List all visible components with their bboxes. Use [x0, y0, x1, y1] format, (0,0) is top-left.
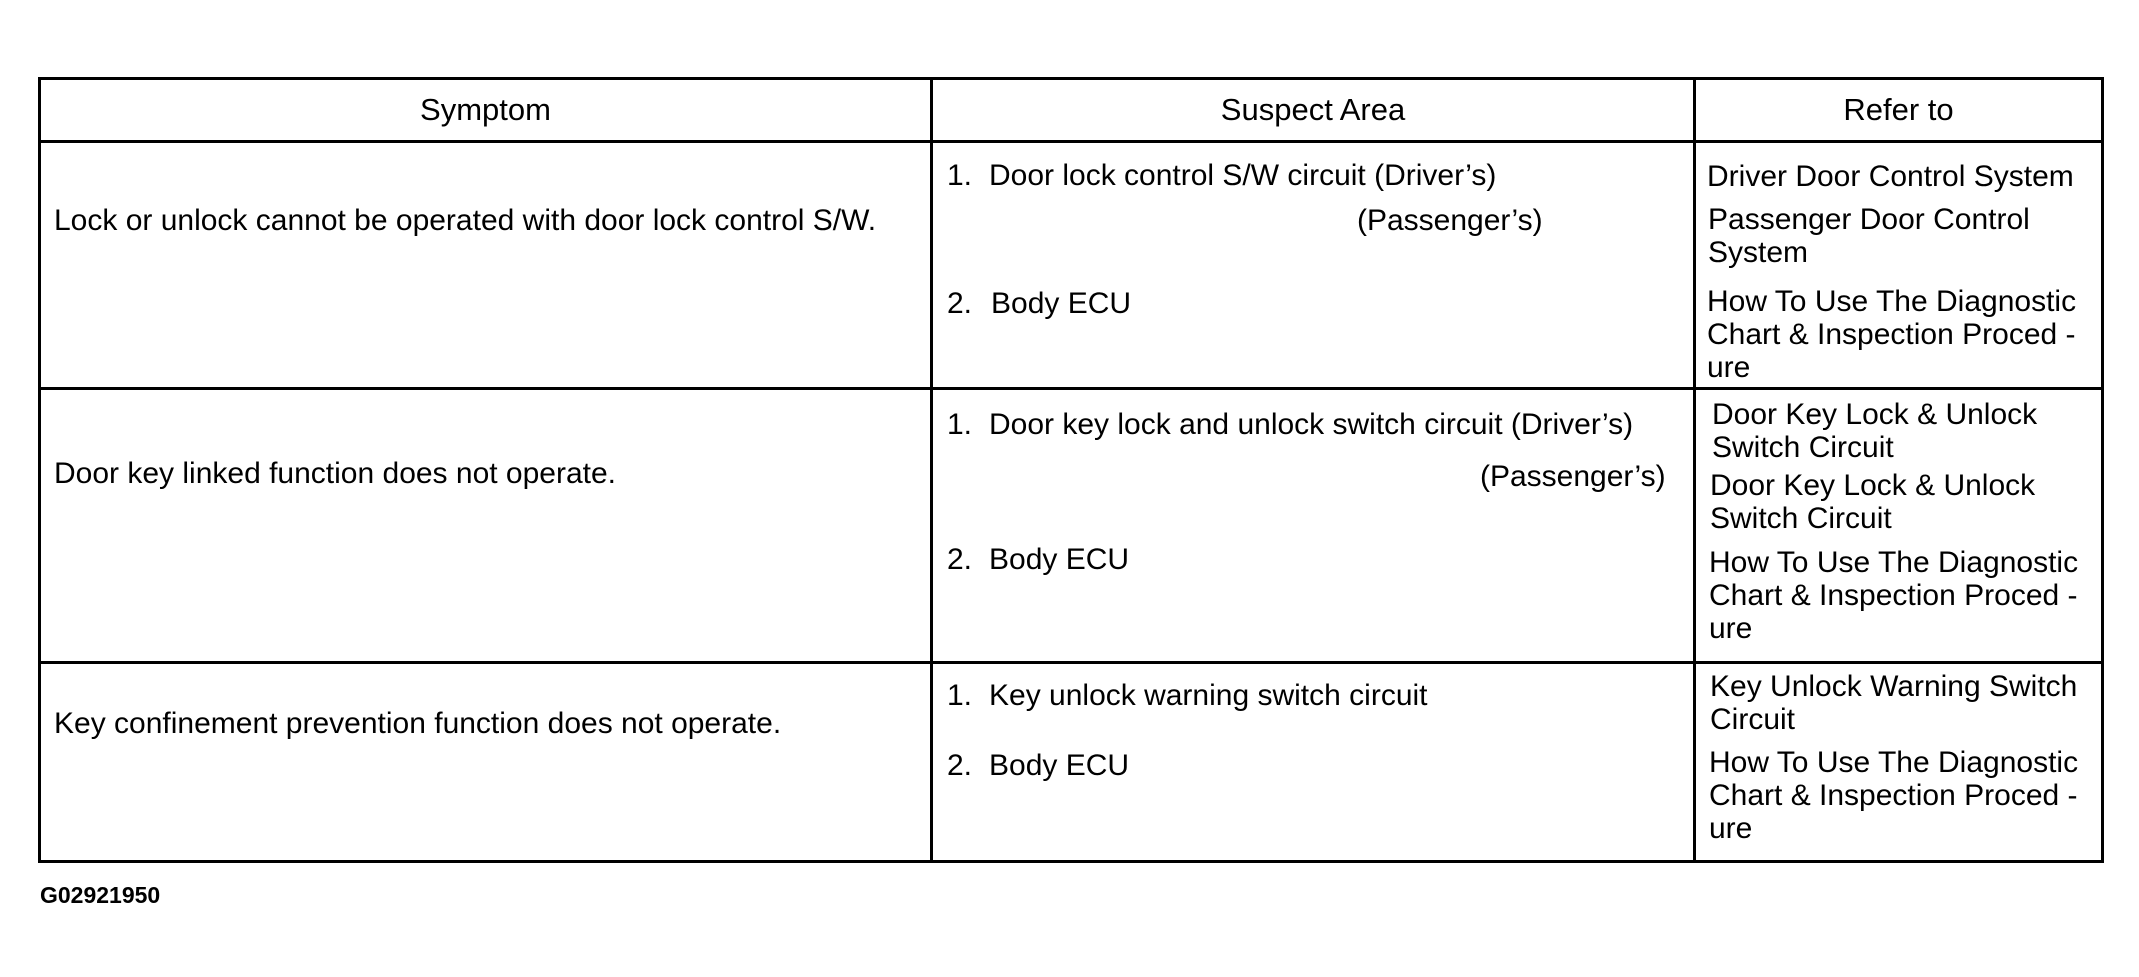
suspect-number: 1.: [947, 679, 973, 712]
refer-to-item: How To Use The Diagnostic Chart & Inspection Proced - ure: [1707, 285, 2077, 384]
refer-to-item: Key Unlock Warning Switch Circuit: [1710, 670, 2078, 736]
symptom-cell: Lock or unlock cannot be operated with door lock control S/W.: [54, 204, 877, 237]
row-divider: [41, 387, 2101, 390]
row-divider: [41, 661, 2101, 664]
suspect-number: 1.: [947, 159, 973, 192]
refer-to-item: Passenger Door Control System: [1708, 203, 2030, 269]
diagnostic-table: [38, 77, 2104, 863]
suspect-item: Body ECU: [989, 749, 1130, 782]
row-divider: [41, 140, 2101, 143]
refer-to-item: How To Use The Diagnostic Chart & Inspection Proced - ure: [1709, 546, 2079, 645]
header-suspect-area: Suspect Area: [1220, 92, 1406, 127]
column-divider: [1693, 80, 1696, 860]
suspect-item: Door key lock and unlock switch circuit (Driver’s): [989, 408, 1634, 441]
refer-to-item: Door Key Lock & Unlock Switch Circuit: [1710, 469, 2036, 535]
suspect-item: (Passenger’s): [1357, 204, 1543, 237]
suspect-item: (Passenger’s): [1480, 460, 1666, 493]
suspect-item: Body ECU: [991, 287, 1132, 320]
refer-to-item: Door Key Lock & Unlock Switch Circuit: [1712, 398, 2038, 464]
symptom-cell: Door key linked function does not operate.: [54, 457, 617, 490]
symptom-cell: Key confinement prevention function does not operate.: [54, 707, 782, 740]
header-refer-to: Refer to: [1843, 92, 1954, 127]
suspect-item: Body ECU: [989, 543, 1130, 576]
suspect-number: 1.: [947, 408, 973, 441]
refer-to-item: How To Use The Diagnostic Chart & Inspection Proced - ure: [1709, 746, 2079, 845]
suspect-item: Key unlock warning switch circuit: [989, 679, 1428, 712]
suspect-number: 2.: [947, 287, 973, 320]
figure-id: G02921950: [40, 882, 161, 908]
header-symptom: Symptom: [420, 92, 551, 127]
suspect-item: Door lock control S/W circuit (Driver’s): [989, 159, 1497, 192]
refer-to-item: Driver Door Control System: [1707, 160, 2074, 193]
column-divider: [930, 80, 933, 860]
suspect-number: 2.: [947, 543, 973, 576]
suspect-number: 2.: [947, 749, 973, 782]
